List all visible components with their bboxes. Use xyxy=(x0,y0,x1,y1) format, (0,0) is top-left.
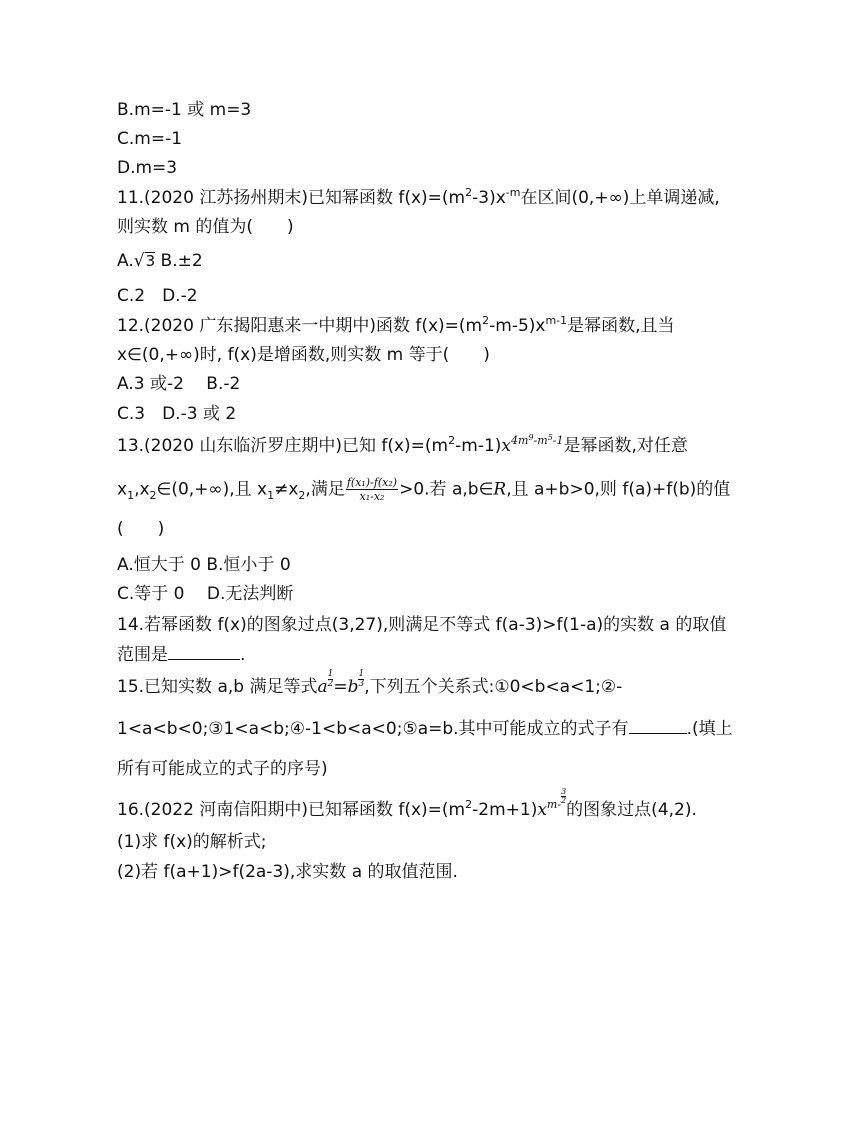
text: 是幂函数,对任意 xyxy=(563,436,688,456)
text: C.2 D.-2 xyxy=(117,286,198,306)
exponent xyxy=(546,787,567,811)
numerator: f(x₁)-f(x₂) xyxy=(346,476,398,489)
text: 所有可能成立的式子的序号) xyxy=(117,759,328,779)
question-16-line1 xyxy=(117,787,697,823)
text: C.等于 0 D.无法判断 xyxy=(117,584,294,604)
question-13-line3 xyxy=(117,518,164,540)
exp-part: m- xyxy=(546,798,562,811)
question-13-options-cd xyxy=(117,583,293,605)
text: ≠x xyxy=(274,479,299,500)
text: -2m+1) xyxy=(472,800,538,820)
option-c-line xyxy=(117,128,182,150)
text: -m-5)x xyxy=(489,316,546,336)
denominator: 3 xyxy=(358,679,365,689)
option-text: C.m=-1 xyxy=(117,129,183,149)
exp-part: 5 xyxy=(547,433,553,442)
text: C.3 D.-3 或 2 xyxy=(117,404,237,424)
question-12-options-ab xyxy=(117,373,240,395)
option-text: D.m=3 xyxy=(117,158,178,178)
text: 1<a<b<0;③1<a<b;④-1<b<a<0;⑤a=b.其中可能成立的式子有 xyxy=(117,719,629,739)
denominator: 2 xyxy=(561,796,567,805)
question-15-line1 xyxy=(117,669,623,698)
sqrt-symbol: √ xyxy=(133,251,145,271)
variable: b xyxy=(347,677,359,697)
subscript: 2 xyxy=(298,488,306,502)
text: ,x xyxy=(134,479,150,500)
option-text: B.m=-1 或 m=3 xyxy=(117,100,252,120)
question-12-line2 xyxy=(117,344,490,366)
subscript: 1 xyxy=(127,488,135,502)
exponent-fraction xyxy=(328,670,334,689)
question-15-line3 xyxy=(117,758,328,780)
question-13-line1 xyxy=(117,435,688,460)
exponent-fraction xyxy=(358,670,364,689)
numerator: 3 xyxy=(561,787,567,796)
superscript: 2 xyxy=(482,314,490,327)
text: x∈(0,+∞)时, f(x)是增函数,则实数 m 等于( ) xyxy=(117,345,490,365)
exp-part: 4m xyxy=(511,434,529,447)
text: 的图象过点(4,2). xyxy=(566,800,697,820)
text: -m-1) xyxy=(455,436,502,456)
text: A.3 或-2 B.-2 xyxy=(117,374,241,394)
text: . xyxy=(240,645,246,665)
question-14-line2 xyxy=(117,643,245,666)
text: >0.若 a,b∈ xyxy=(399,479,494,500)
text: = xyxy=(333,677,348,697)
exponent-fraction xyxy=(561,788,566,805)
subscript: 1 xyxy=(267,488,275,502)
text: 13.(2020 山东临沂罗庄期中)已知 f(x)=(m xyxy=(117,436,449,456)
superscript: 2 xyxy=(465,186,473,199)
exponent: -m xyxy=(505,186,521,199)
exp-part: 9 xyxy=(528,433,534,442)
text: ∈(0,+∞),且 x xyxy=(156,479,268,500)
text: x xyxy=(117,479,128,500)
exp-part: -m xyxy=(533,434,548,447)
text: 则实数 m 的值为( ) xyxy=(117,217,294,237)
exponent: m-1 xyxy=(545,314,568,327)
variable: x xyxy=(537,800,547,820)
text: ,满足 xyxy=(305,479,345,500)
radicand: 3 xyxy=(145,252,156,270)
text: 16.(2022 河南信阳期中)已知幂函数 f(x)=(m xyxy=(117,800,466,820)
answer-blank xyxy=(168,643,240,660)
text: (1)求 f(x)的解析式; xyxy=(117,832,267,852)
text: A.恒大于 0 B.恒小于 0 xyxy=(117,555,291,575)
fraction xyxy=(346,476,398,503)
variable: a xyxy=(317,677,328,697)
question-11-line1 xyxy=(117,187,720,211)
text: -3)x xyxy=(472,188,506,208)
option-d-line xyxy=(117,157,177,179)
text: ,且 a+b>0,则 f(a)+f(b)的值 xyxy=(506,479,731,500)
question-13-options-ab xyxy=(117,554,291,576)
question-11-options-cd xyxy=(117,285,198,307)
text: 12.(2020 广东揭阳惠来一中期中)函数 f(x)=(m xyxy=(117,316,483,336)
superscript: 2 xyxy=(448,434,456,447)
text: B.±2 xyxy=(155,251,203,271)
exponent xyxy=(511,434,564,447)
question-16-part1 xyxy=(117,831,267,853)
text: ( ) xyxy=(117,519,165,539)
numerator: 1 xyxy=(358,669,365,679)
variable: x xyxy=(501,436,511,456)
text: 15.已知实数 a,b 满足等式 xyxy=(117,677,318,697)
question-15-line2 xyxy=(117,717,733,740)
text: 是幂函数,且当 xyxy=(567,316,675,336)
text: .(填上 xyxy=(686,719,733,739)
numerator: 1 xyxy=(327,669,334,679)
question-13-line2 xyxy=(117,476,730,503)
option-b-line xyxy=(117,99,251,121)
superscript: 2 xyxy=(465,798,473,811)
question-12-line1 xyxy=(117,315,675,339)
question-11-line2 xyxy=(117,216,294,238)
set-symbol: R xyxy=(493,479,507,500)
text: 14.若幂函数 f(x)的图象过点(3,27),则满足不等式 f(a-3)>f(1-a)的实数 a 的取值 xyxy=(117,615,727,635)
denominator: x₁-x₂ xyxy=(359,490,385,503)
text: ,下列五个关系式:①0<b<a<1;②- xyxy=(364,677,623,697)
question-12-options-cd xyxy=(117,403,236,425)
question-16-part2 xyxy=(117,861,458,883)
subscript: 2 xyxy=(149,488,157,502)
exp-part: -1 xyxy=(552,434,564,447)
text: (2)若 f(a+1)>f(2a-3),求实数 a 的取值范围. xyxy=(117,862,458,882)
text: 范围是 xyxy=(117,645,168,665)
text: 在区间(0,+∞)上单调递减, xyxy=(520,188,720,208)
question-14-line1 xyxy=(117,614,726,636)
text: 11.(2020 江苏扬州期末)已知幂函数 f(x)=(m xyxy=(117,188,466,208)
text: A. xyxy=(117,251,134,271)
denominator: 2 xyxy=(327,679,334,689)
question-11-options-ab xyxy=(117,250,203,272)
answer-blank xyxy=(629,717,687,734)
